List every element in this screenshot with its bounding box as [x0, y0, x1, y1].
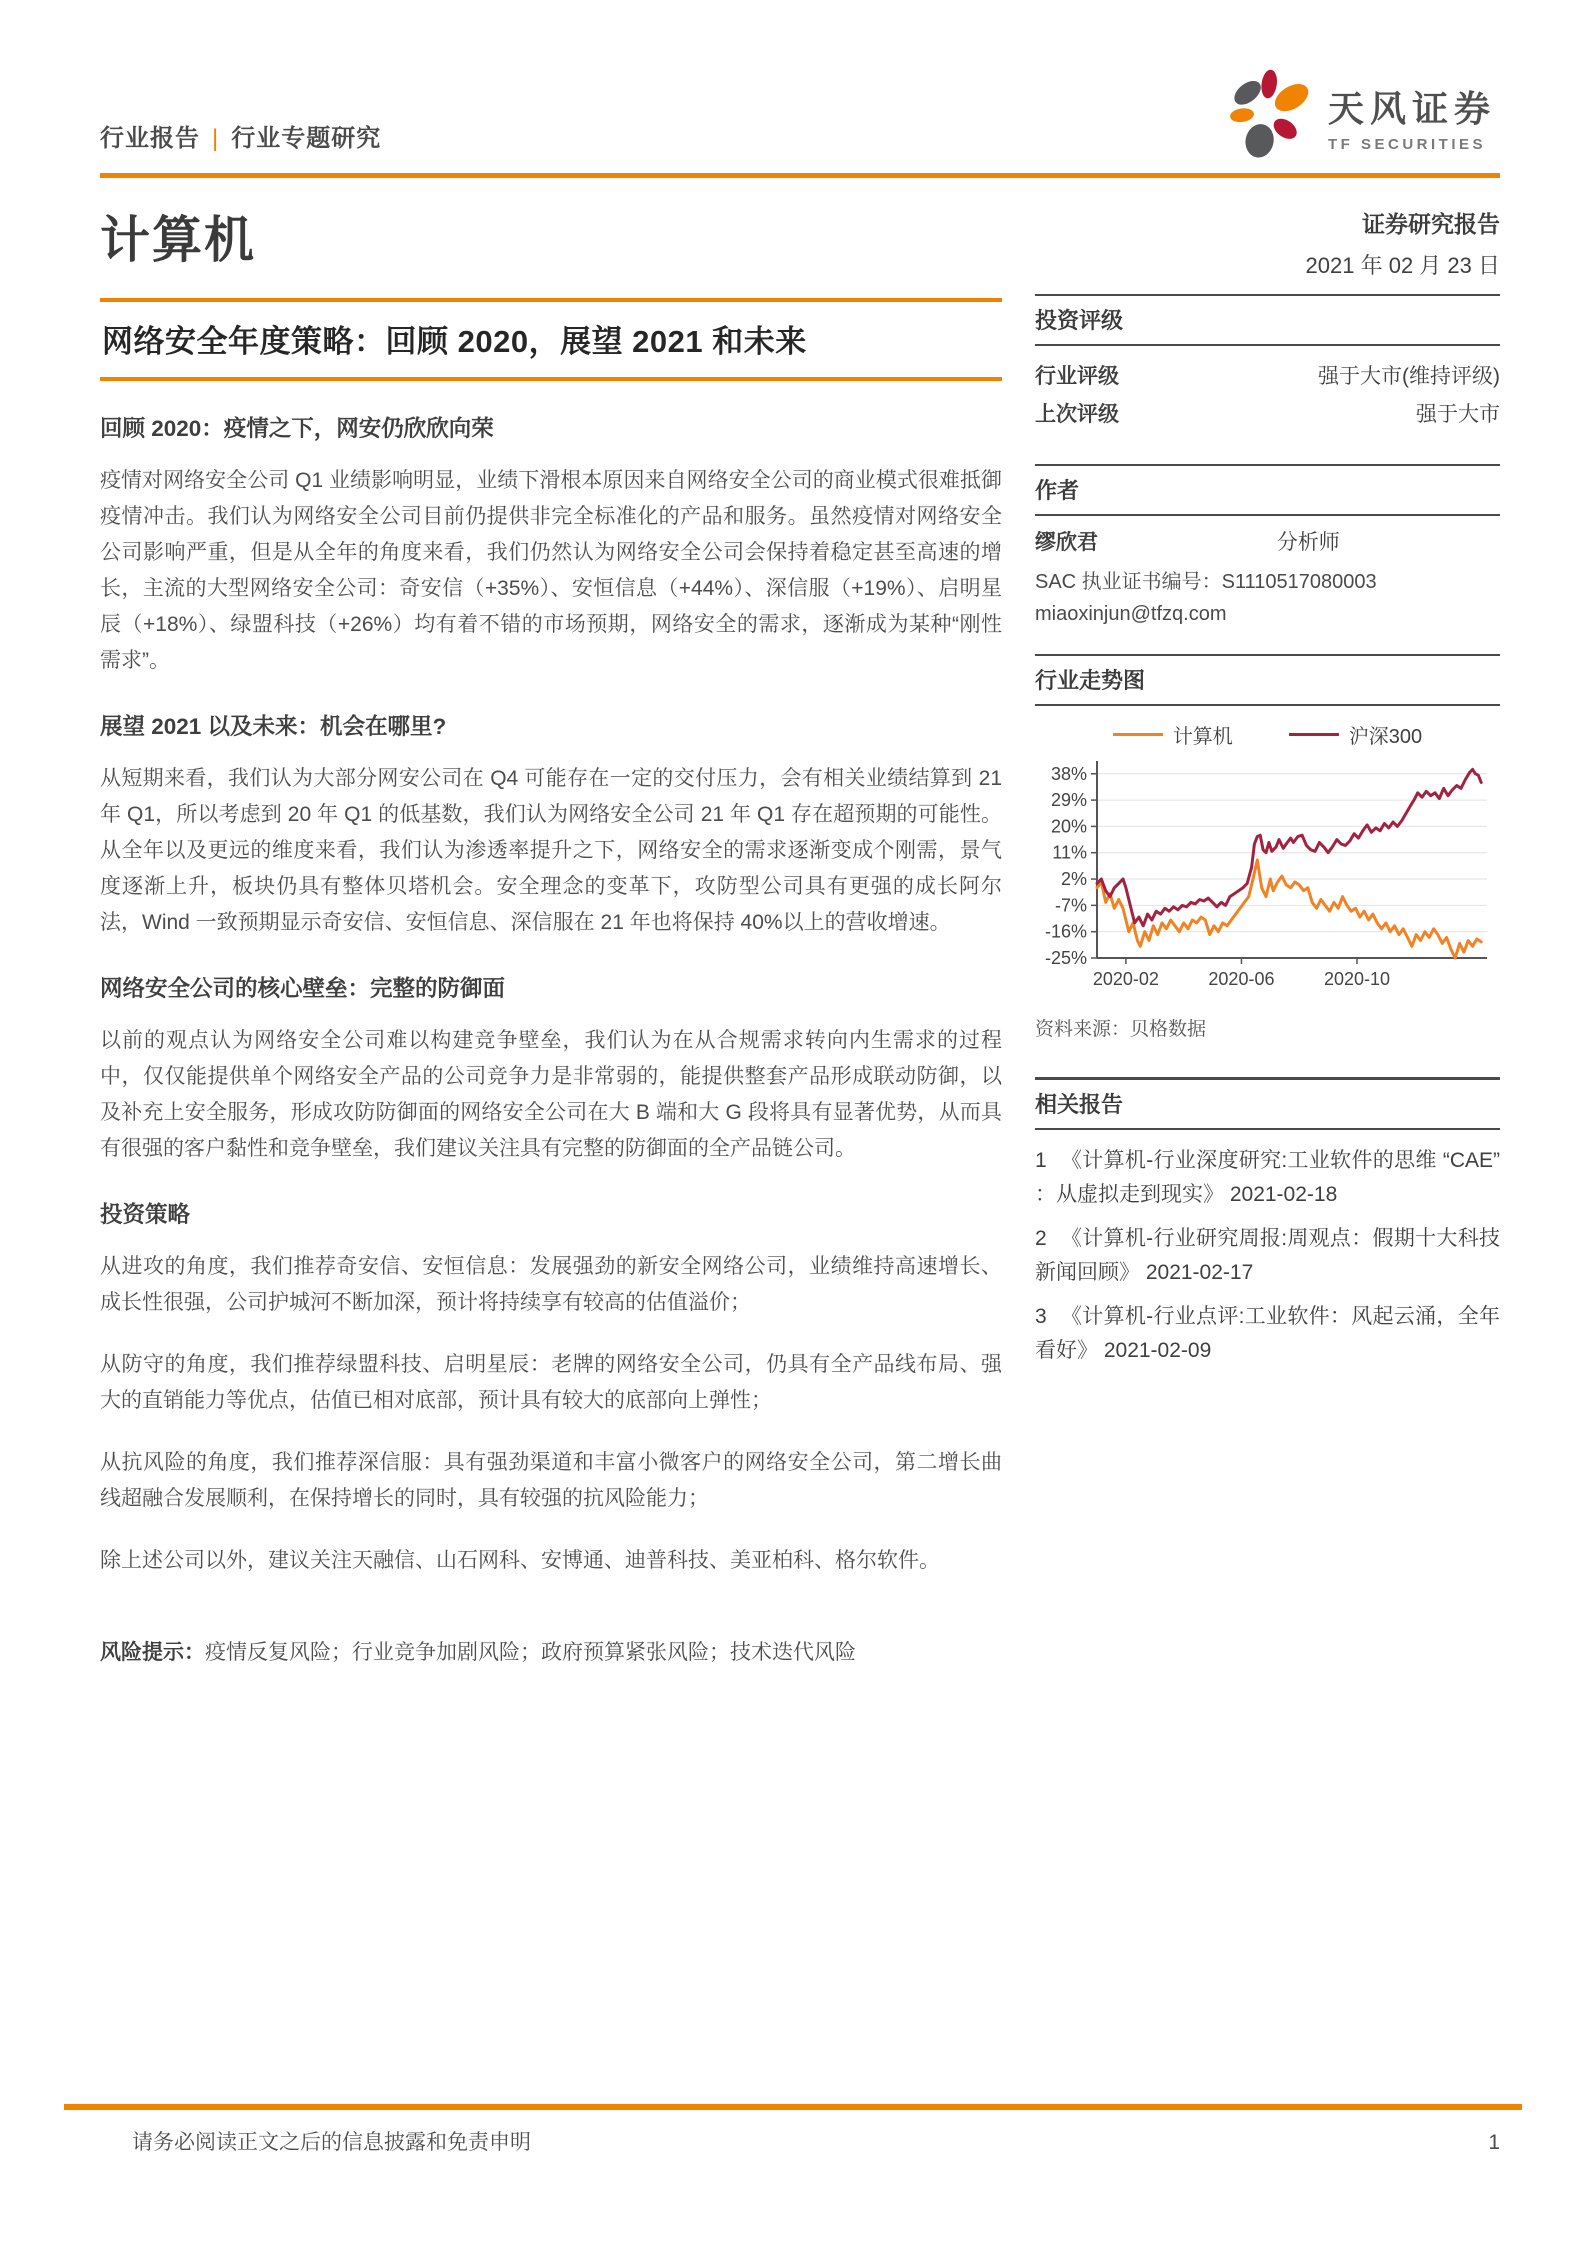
related-section-title: 相关报告	[1035, 1092, 1124, 1117]
related-report-item	[1035, 1144, 1500, 1212]
rating-row	[1035, 360, 1500, 390]
section-paragraph: 除上述公司以外，建议关注天融信、山石网科、安博通、迪普科技、美亚柏科、格尔软件。	[100, 1549, 940, 1572]
svg-text:-25%: -25%	[1044, 948, 1087, 968]
svg-text:2%: 2%	[1060, 869, 1087, 890]
brand-name-en: TF SECURITIES	[1327, 135, 1486, 153]
related-report-index: 3	[1035, 1305, 1047, 1328]
svg-text:2020-06: 2020-06	[1208, 969, 1275, 989]
svg-text:-7%: -7%	[1054, 895, 1087, 916]
top-bar	[100, 64, 1500, 169]
headline-block	[100, 298, 1002, 381]
rating-row	[1035, 398, 1500, 428]
tf-securities-logo-icon	[1218, 64, 1314, 169]
section-review-2020	[100, 411, 1002, 679]
risk-label: 风险提示：	[100, 1641, 205, 1664]
section-paragraph: 疫情对网络安全公司 Q1 业绩影响明显，业绩下滑根本原因来自网络安全公司的商业模式很难抵御疫情冲击。我们认为网络安全公司目前仍提供非完全标准化的产品和服务。虽然疫情对网络安全公司影响严重，但是从全年的角度来看，我们仍然认为网络安全公司会保持着稳定甚至高速的增长，主流的大型网络安全公司：奇安信（+35%）、安恒信息（+44%）、深信服（+19%）、启明星辰（+18%）、绿盟科技（+26%）均有着不错的市场预期，网络安全的需求，逐渐成为某种“刚性需求”。	[100, 469, 1002, 672]
report-type-label: 证券研究报告	[1362, 211, 1500, 237]
section-paragraph: 从抗风险的角度，我们推荐深信服：具有强劲渠道和丰富小微客户的网络安全公司，第二增长曲线超融合发展顺利，在保持增长的同时，具有较强的抗风险能力；	[100, 1451, 1002, 1510]
author-block	[1035, 516, 1500, 632]
section-paragraph: 从进攻的角度，我们推荐奇安信、安恒信息：发展强劲的新安全网络公司，业绩维持高速增长、成长性很强，公司护城河不断加深，预计将持续享有较高的估值溢价；	[100, 1255, 1002, 1314]
legend-label: 计算机	[1172, 726, 1233, 748]
svg-text:11%: 11%	[1052, 842, 1087, 863]
chart-legend	[1035, 720, 1500, 749]
svg-text:20%: 20%	[1050, 816, 1087, 837]
section-heading: 展望 2021 以及未来：机会在哪里?	[100, 714, 447, 739]
author-section-title: 作者	[1035, 478, 1080, 503]
brand-text	[1328, 81, 1496, 153]
rating-value: 强于大市(维持评级)	[1318, 365, 1500, 388]
section-paragraph: 从短期来看，我们认为大部分网安公司在 Q4 可能存在一定的交付压力，会有相关业绩结算到 21 年 Q1，所以考虑到 20 年 Q1 的低基数，我们认为网络安全公司 21 年 Q1 存在超预期的可能性。从全年以及更远的维度来看，我们认为渗透率提升之下，网络安全的需求逐渐变成个刚需，景气度逐渐上升，板块仍具有整体贝塔机会。安全理念的变革下，攻防型公司具有更强的成长阿尔法，Wind 一致预期显示奇安信、安恒信息、深信服在 21 年也将保持 40%以上的营收增速。	[100, 767, 1002, 934]
report-category	[100, 118, 381, 169]
svg-text:29%: 29%	[1050, 790, 1087, 811]
risk-statement	[100, 1635, 1002, 1671]
section-paragraph: 从防守的角度，我们推荐绿盟科技、启明星辰：老牌的网络安全公司，仍具有全产品线布局、强大的直销能力等优点，估值已相对底部，预计具有较大的底部向上弹性；	[100, 1353, 1002, 1412]
rating-label: 行业评级	[1035, 365, 1119, 388]
legend-line-swatch-orange	[1113, 733, 1163, 736]
header-divider	[100, 173, 1500, 178]
author-role: 分析师	[1276, 531, 1340, 554]
rating-value: 强于大市	[1416, 403, 1500, 426]
industry-trend-chart	[1035, 706, 1500, 1055]
section-paragraph: 以前的观点认为网络安全公司难以构建竞争壁垒，我们认为在从合规需求转向内生需求的过程中，仅仅能提供单个网络安全产品的公司竞争力是非常弱的，能提供整套产品形成联动防御，以及补充上安全服务，形成攻防防御面的网络安全公司在大 B 端和大 G 段将具有显著优势，从而具有很强的客户黏性和竞争壁垒，我们建议关注具有完整的防御面的全产品链公司。	[100, 1029, 1002, 1160]
section-investment-strategy	[100, 1197, 1002, 1579]
page-footer	[100, 2104, 1500, 2156]
related-report-title: 《计算机-行业研究周报:周观点：假期十大科技新闻回顾》 2021-02-17	[1035, 1227, 1500, 1284]
related-report-title: 《计算机-行业深度研究:工业软件的思维 “CAE” ：从虚拟走到现实》 2021-02-18	[1035, 1149, 1500, 1206]
chart-source: 资料来源：贝格数据	[1035, 1019, 1207, 1040]
sidebar	[1035, 200, 1500, 1671]
section-heading: 回顾 2020：疫情之下，网安仍欣欣向荣	[100, 416, 494, 441]
related-report-title: 《计算机-行业点评:工业软件：风起云涌，全年看好》 2021-02-09	[1035, 1305, 1500, 1362]
report-headline: 网络安全年度策略：回顾 2020，展望 2021 和未来	[102, 324, 807, 359]
author-email: miaoxinjun@tfzq.com	[1035, 603, 1227, 625]
svg-text:2020-02: 2020-02	[1092, 969, 1159, 989]
rating-label: 上次评级	[1035, 403, 1119, 426]
section-outlook-2021	[100, 709, 1002, 941]
category-separator: |	[212, 125, 220, 152]
author-row	[1035, 526, 1500, 556]
legend-item-hs300	[1289, 720, 1422, 749]
related-report-index: 1	[1035, 1149, 1047, 1172]
footer-disclaimer: 请务必阅读正文之后的信息披露和免责申明	[132, 2131, 531, 2154]
chart-section-title: 行业走势图	[1035, 668, 1146, 693]
footer-divider	[64, 2104, 1522, 2110]
page-number: 1	[1488, 2131, 1500, 2154]
related-report-index: 2	[1035, 1227, 1047, 1250]
related-reports-list	[1035, 1130, 1500, 1368]
main-column	[100, 200, 1002, 1671]
related-report-item	[1035, 1300, 1500, 1368]
related-report-item	[1035, 1222, 1500, 1290]
section-heading: 网络安全公司的核心壁垒：完整的防御面	[100, 976, 506, 1001]
author-name: 缪欣君	[1035, 531, 1098, 554]
risk-text: 疫情反复风险；行业竞争加剧风险；政府预算紧张风险；技术迭代风险	[205, 1641, 856, 1664]
rating-section-title: 投资评级	[1035, 308, 1124, 333]
subcategory-label: 行业专题研究	[231, 125, 382, 152]
brand-name-cn: 天风证券	[1327, 87, 1496, 129]
brand-block	[1218, 64, 1496, 169]
svg-text:-16%: -16%	[1044, 921, 1087, 942]
page-title: 计算机	[100, 212, 256, 268]
report-date: 2021 年 02 月 23 日	[1305, 253, 1500, 278]
industry-chart-svg	[1035, 755, 1500, 993]
section-core-moat	[100, 971, 1002, 1167]
category-label: 行业报告	[100, 125, 200, 152]
svg-text:2020-10: 2020-10	[1323, 969, 1391, 989]
legend-line-swatch-crimson	[1289, 733, 1339, 736]
legend-item-computer	[1113, 720, 1233, 749]
svg-text:38%: 38%	[1050, 763, 1087, 784]
rating-table	[1035, 346, 1500, 430]
author-sac-number: SAC 执业证书编号：S1110517080003	[1035, 571, 1377, 593]
section-heading: 投资策略	[100, 1202, 191, 1227]
legend-label: 沪深300	[1348, 726, 1423, 748]
